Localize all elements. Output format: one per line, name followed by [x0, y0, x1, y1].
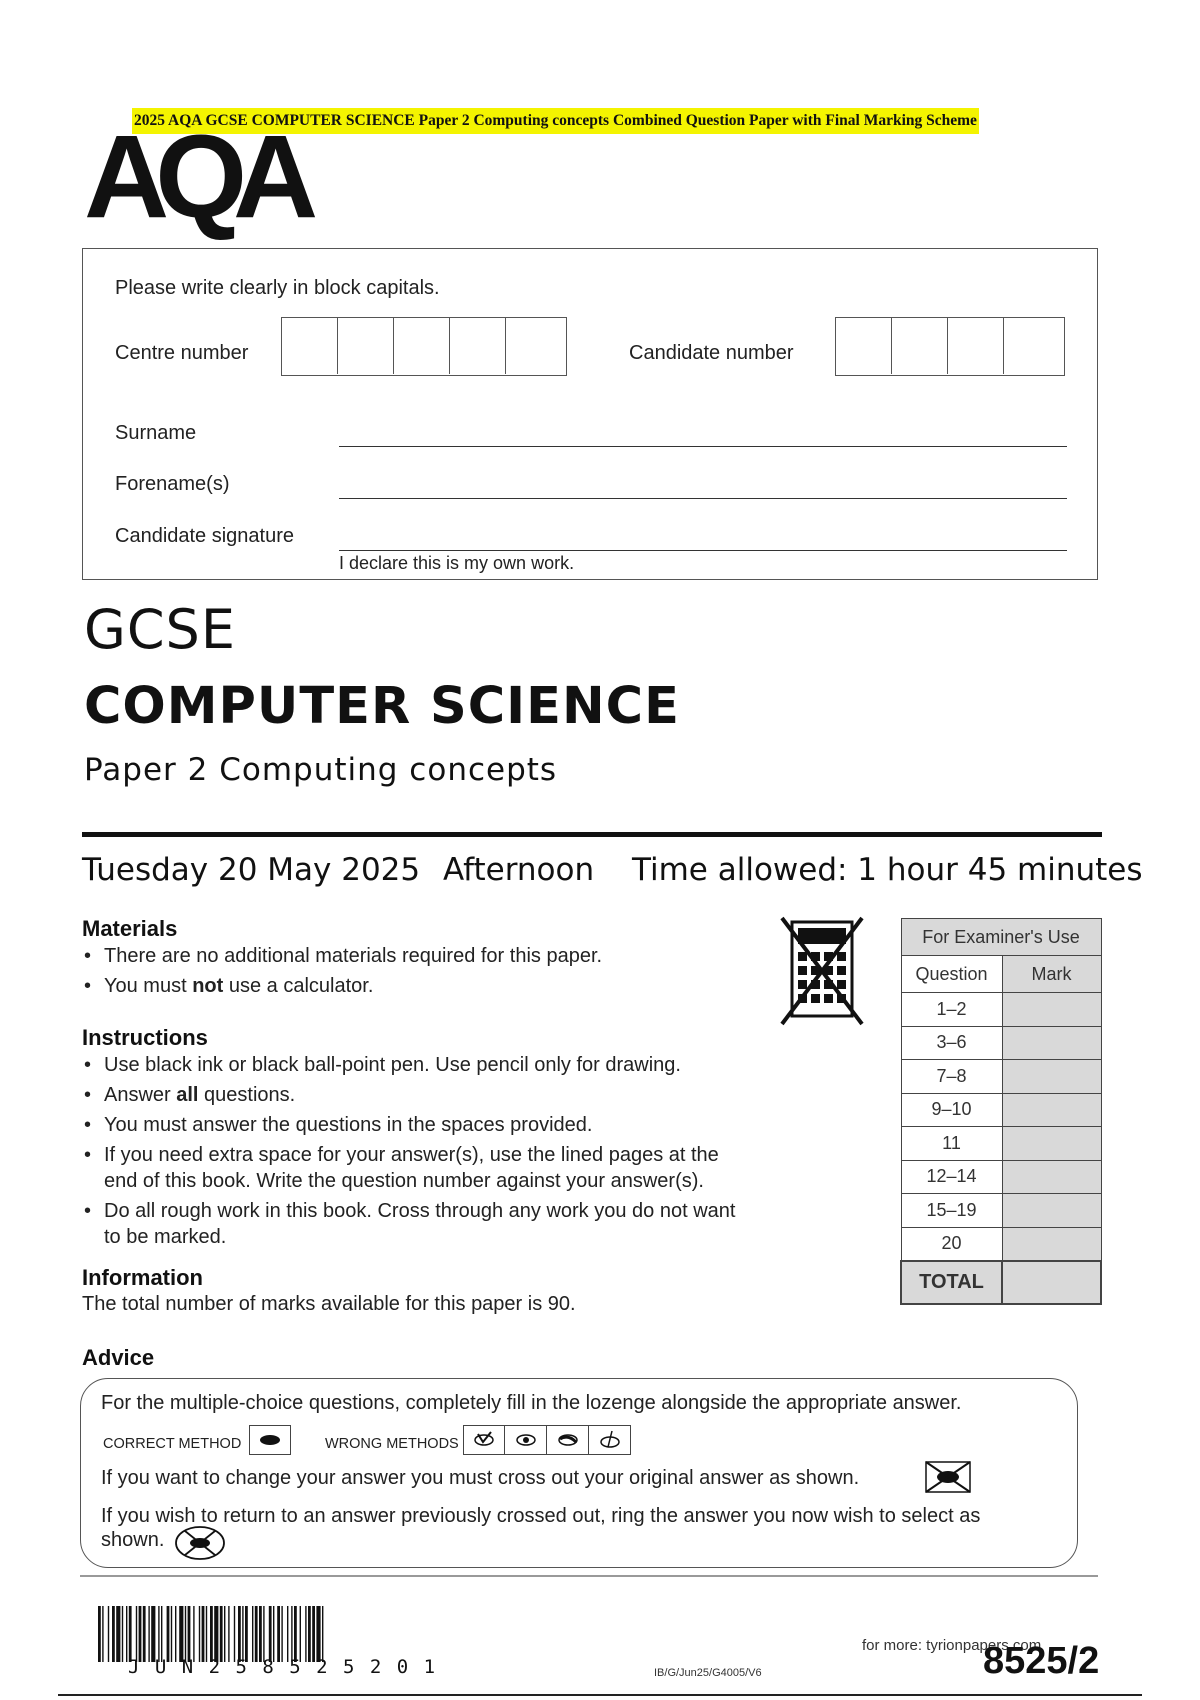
information-text: The total number of marks available for this paper is 90.	[82, 1293, 576, 1315]
advice-line-1: For the multiple-choice questions, completely fill in the lozenge alongside the appropriate answer.	[101, 1392, 962, 1414]
block-capitals-instruction: Please write clearly in block capitals.	[115, 277, 440, 299]
mark-cell	[1002, 993, 1101, 1027]
wrong-method-slash-icon	[589, 1425, 631, 1455]
table-row-question: 12–14	[901, 1160, 1002, 1194]
materials-list	[82, 943, 782, 1003]
table-row-question: 1–2	[901, 993, 1002, 1027]
instructions-heading: Instructions	[82, 1025, 208, 1050]
crossed-out-lozenge-icon	[923, 1459, 973, 1500]
candidate-digit-box[interactable]	[1004, 318, 1060, 374]
candidate-details-box	[82, 248, 1098, 580]
candidate-number-label: Candidate number	[629, 342, 794, 364]
total-mark-cell	[1002, 1261, 1101, 1304]
paper-code: 8525/2	[983, 1640, 1100, 1682]
correct-method-label: CORRECT METHOD	[103, 1436, 242, 1452]
list-item: • You must answer the questions in the spaces provided.	[82, 1112, 862, 1138]
exam-session: Afternoon	[443, 852, 595, 888]
title-divider	[82, 832, 1102, 837]
list-item: • There are no additional materials required for this paper.	[82, 943, 782, 969]
table-row-question: 9–10	[901, 1093, 1002, 1127]
mark-cell	[1002, 1227, 1101, 1261]
mark-cell	[1002, 1060, 1101, 1094]
ringed-lozenge-icon	[173, 1523, 227, 1568]
correct-method-lozenge-icon	[249, 1425, 291, 1455]
candidate-digit-box[interactable]	[948, 318, 1004, 374]
barcode-text: J U N 2 5 8 5 2 5 2 0 1	[128, 1656, 438, 1678]
table-row-question: 3–6	[901, 1026, 1002, 1060]
table-row-question: 7–8	[901, 1060, 1002, 1094]
table-row-question: 11	[901, 1127, 1002, 1161]
no-calculator-icon	[780, 916, 864, 1026]
exam-date: Tuesday 20 May 2025	[82, 852, 421, 888]
advice-line-3-end: shown.	[101, 1529, 165, 1551]
list-item: • If you need extra space for your answer(s), use the lined pages at the end of this book. Write the question number against your answer(s).	[82, 1142, 754, 1194]
examiner-use-table	[900, 918, 1102, 1305]
centre-digit-box[interactable]	[506, 318, 562, 374]
table-row-question: 15–19	[901, 1194, 1002, 1228]
forename-label: Forename(s)	[115, 473, 230, 495]
paper-title: Paper 2 Computing concepts	[84, 752, 558, 788]
advice-box	[80, 1378, 1078, 1568]
advice-line-2: If you want to change your answer you must cross out your original answer as shown.	[101, 1467, 860, 1489]
examiner-table-title: For Examiner's Use	[901, 919, 1101, 956]
highlight-banner: 2025 AQA GCSE COMPUTER SCIENCE Paper 2 Computing concepts Combined Question Paper with Final Marking Scheme	[132, 108, 979, 134]
candidate-digit-box[interactable]	[892, 318, 948, 374]
reference-code: IB/G/Jun25/G4005/V6	[654, 1667, 762, 1679]
barcode-icon	[98, 1606, 482, 1662]
mark-cell	[1002, 1160, 1101, 1194]
declaration-text: I declare this is my own work.	[339, 553, 575, 573]
centre-digit-box[interactable]	[450, 318, 506, 374]
mark-cell	[1002, 1127, 1101, 1161]
surname-label: Surname	[115, 422, 197, 444]
wrong-method-dot-icon	[505, 1425, 547, 1455]
centre-number-label: Centre number	[115, 342, 249, 364]
wrong-methods-examples	[463, 1425, 631, 1455]
forename-field[interactable]	[339, 498, 1067, 499]
advice-heading: Advice	[82, 1345, 155, 1370]
list-item: • Use black ink or black ball-point pen. Use pencil only for drawing.	[82, 1052, 862, 1078]
mark-column-header: Mark	[1002, 956, 1101, 993]
instructions-list	[82, 1052, 862, 1254]
wrong-method-tick-icon	[463, 1425, 505, 1455]
signature-label: Candidate signature	[115, 525, 295, 547]
list-item: • Do all rough work in this book. Cross through any work you do not want to be marked.	[82, 1198, 754, 1250]
candidate-digit-box[interactable]	[836, 318, 892, 374]
advice-bottom-divider	[80, 1575, 1098, 1577]
aqa-logo: AQA	[84, 111, 305, 243]
qualification-title: GCSE	[84, 598, 236, 661]
centre-digit-box[interactable]	[394, 318, 450, 374]
centre-digit-box[interactable]	[338, 318, 394, 374]
for-more-link[interactable]: for more: tyrionpapers.com	[862, 1637, 1042, 1654]
materials-heading: Materials	[82, 916, 178, 941]
centre-digit-box[interactable]	[282, 318, 338, 374]
total-label: TOTAL	[901, 1261, 1002, 1304]
surname-field[interactable]	[339, 446, 1067, 447]
wrong-method-partial-icon	[547, 1425, 589, 1455]
mark-cell	[1002, 1026, 1101, 1060]
footer-divider	[58, 1694, 1142, 1696]
information-heading: Information	[82, 1265, 203, 1290]
centre-number-boxes[interactable]	[281, 317, 567, 376]
question-column-header: Question	[901, 956, 1002, 993]
wrong-methods-label: WRONG METHODS	[325, 1436, 459, 1452]
time-allowed: Time allowed: 1 hour 45 minutes	[632, 852, 1143, 888]
candidate-number-boxes[interactable]	[835, 317, 1065, 376]
subject-title: COMPUTER SCIENCE	[84, 677, 680, 736]
mark-cell	[1002, 1093, 1101, 1127]
list-item: • You must not use a calculator.	[82, 973, 782, 999]
list-item: • Answer all questions.	[82, 1082, 862, 1108]
table-row-question: 20	[901, 1227, 1002, 1261]
advice-line-3: If you wish to return to an answer previously crossed out, ring the answer you now wish to select as	[101, 1505, 981, 1527]
mark-cell	[1002, 1194, 1101, 1228]
signature-field[interactable]	[339, 550, 1067, 551]
